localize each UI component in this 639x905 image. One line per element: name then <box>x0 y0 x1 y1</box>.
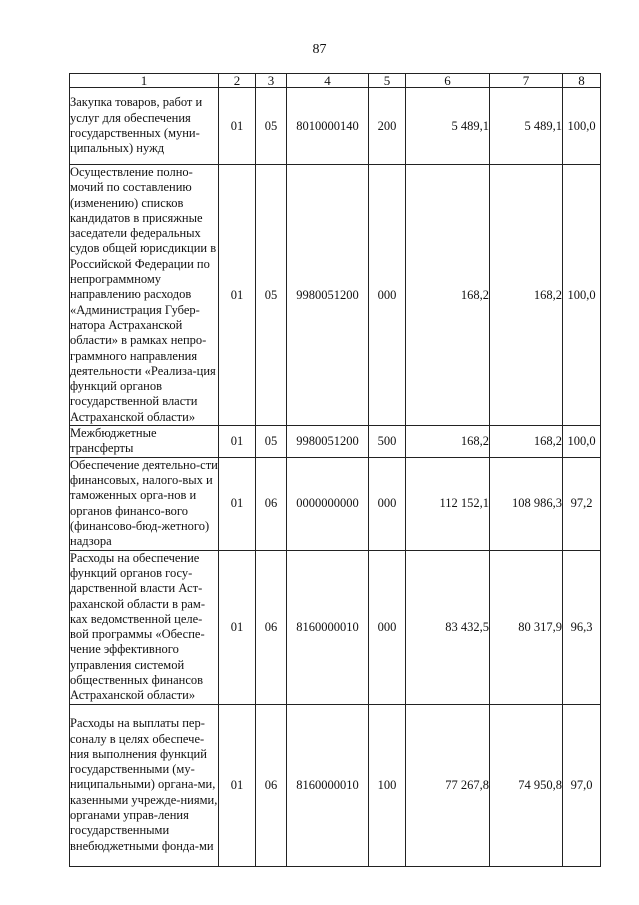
row-name: Расходы на обеспечение функций органов госу-дарственной власти Аст-раханской области в рам-ках ведомственной целе-вой программы «Обеспе-чение эффективного управления системой общественных финансов Астраханской области» <box>70 550 219 704</box>
row-expense-type: 500 <box>369 426 406 458</box>
row-target-code: 8160000010 <box>287 550 369 704</box>
row-target-code: 8010000140 <box>287 88 369 165</box>
row-planned-amount: 112 152,1 <box>406 457 490 550</box>
table-row <box>70 550 601 704</box>
header-col-3: 3 <box>256 74 287 88</box>
row-section: 01 <box>219 457 256 550</box>
row-actual-amount: 80 317,9 <box>490 550 563 704</box>
row-percent: 97,2 <box>563 457 601 550</box>
row-expense-type: 200 <box>369 88 406 165</box>
row-percent: 100,0 <box>563 426 601 458</box>
header-col-7: 7 <box>490 74 563 88</box>
header-col-6: 6 <box>406 74 490 88</box>
row-section: 01 <box>219 704 256 866</box>
row-name: Осуществление полно-мочий по составлению (изменению) списков кандидатов в присяжные заседатели федеральных судов общей юрисдикции в Российской Федерации по непрограммному направлению расходов «Администрация Губер-натора Астраханской области» в рамках непро-граммного направления деятельности «Реализа-ция функций органов государственной власти Астраханской области» <box>70 165 219 426</box>
row-percent: 97,0 <box>563 704 601 866</box>
row-section: 01 <box>219 426 256 458</box>
row-expense-type: 000 <box>369 457 406 550</box>
header-col-2: 2 <box>219 74 256 88</box>
row-planned-amount: 83 432,5 <box>406 550 490 704</box>
budget-table <box>69 73 601 867</box>
row-planned-amount: 168,2 <box>406 426 490 458</box>
header-col-8: 8 <box>563 74 601 88</box>
row-planned-amount: 168,2 <box>406 165 490 426</box>
row-target-code: 9980051200 <box>287 426 369 458</box>
table-row <box>70 88 601 165</box>
row-subsection: 06 <box>256 457 287 550</box>
row-subsection: 05 <box>256 426 287 458</box>
row-name: Обеспечение деятельно-сти финансовых, налого-вых и таможенных орга-нов и органов финансо-вого (финансово-бюд-жетного) надзора <box>70 457 218 549</box>
row-expense-type: 000 <box>369 550 406 704</box>
row-expense-type: 100 <box>369 704 406 866</box>
table-row <box>70 457 601 550</box>
header-col-4: 4 <box>287 74 369 88</box>
header-col-5: 5 <box>369 74 406 88</box>
row-target-code: 0000000000 <box>287 457 369 550</box>
row-subsection: 05 <box>256 165 287 426</box>
row-percent: 100,0 <box>563 165 601 426</box>
row-subsection: 06 <box>256 704 287 866</box>
row-subsection: 06 <box>256 550 287 704</box>
table-row <box>70 704 601 866</box>
table-row <box>70 426 601 458</box>
row-section: 01 <box>219 550 256 704</box>
row-name: Закупка товаров, работ и услуг для обеспечения государственных (муни-ципальных) нужд <box>70 88 219 165</box>
row-actual-amount: 5 489,1 <box>490 88 563 165</box>
row-section: 01 <box>219 165 256 426</box>
table-row <box>70 165 601 426</box>
row-target-code: 9980051200 <box>287 165 369 426</box>
header-row <box>70 74 601 88</box>
row-actual-amount: 168,2 <box>490 426 563 458</box>
row-section: 01 <box>219 88 256 165</box>
row-percent: 100,0 <box>563 88 601 165</box>
header-col-1: 1 <box>70 74 219 88</box>
row-name: Расходы на выплаты пер-соналу в целях обеспече-ния выполнения функций государственными (му-ниципальными) органа-ми, казенными учрежде-ниями, органами управ-ления государственными внебюджетными фонда-ми <box>70 704 219 866</box>
row-target-code: 8160000010 <box>287 704 369 866</box>
page-number: 87 <box>312 42 327 57</box>
row-name: Межбюджетные трансферты <box>70 426 219 458</box>
row-actual-amount: 168,2 <box>490 165 563 426</box>
row-subsection: 05 <box>256 88 287 165</box>
row-planned-amount: 77 267,8 <box>406 704 490 866</box>
row-actual-amount: 108 986,3 <box>490 457 563 550</box>
row-expense-type: 000 <box>369 165 406 426</box>
row-percent: 96,3 <box>563 550 601 704</box>
row-planned-amount: 5 489,1 <box>406 88 490 165</box>
row-actual-amount: 74 950,8 <box>490 704 563 866</box>
